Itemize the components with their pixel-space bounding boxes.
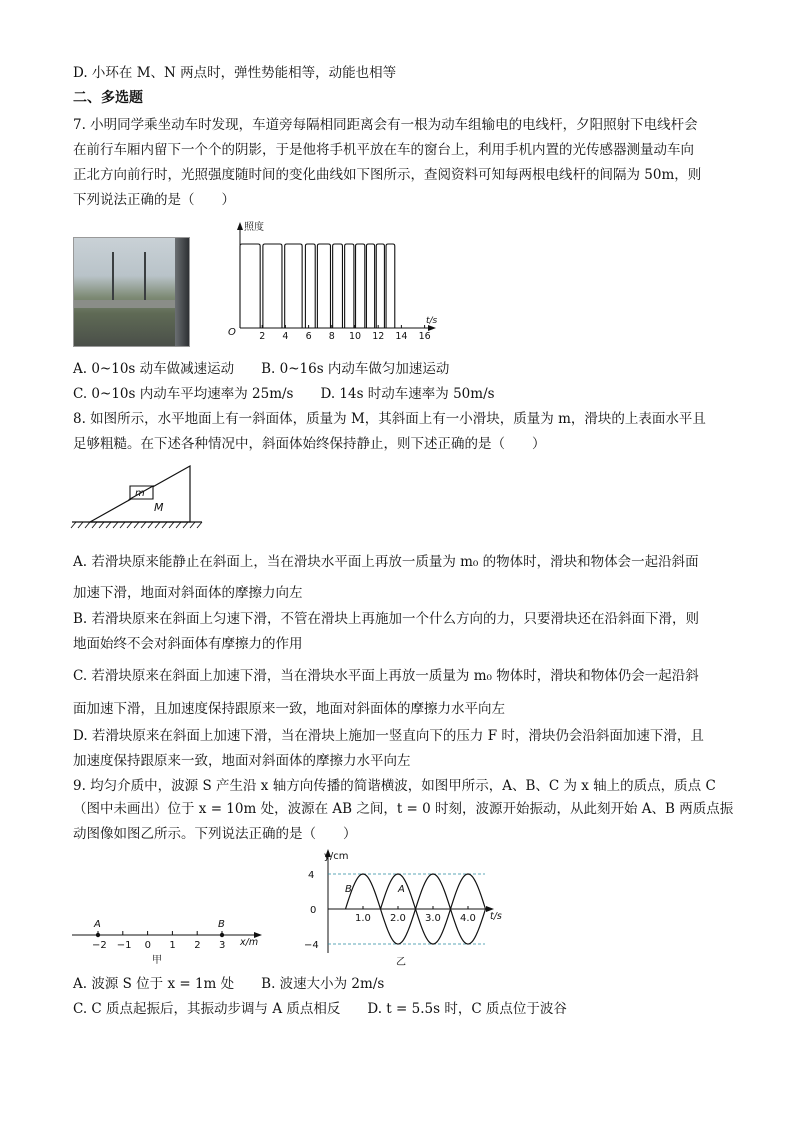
curve-a-label: A xyxy=(398,884,405,895)
x-tick-label: 1 xyxy=(169,940,176,951)
light-pulse xyxy=(376,244,384,328)
ground-hatch-line xyxy=(176,522,181,528)
ground-hatch-line xyxy=(85,522,90,528)
y-axis-label: 照度 xyxy=(244,222,264,233)
vibration-graph xyxy=(300,847,510,972)
x-tick-label: 2.0 xyxy=(390,913,406,924)
ground-hatch-line xyxy=(148,522,153,528)
origin-label: O xyxy=(228,327,236,338)
q9-line: 动图像如图乙所示。下列说法正确的是（ ） xyxy=(73,826,357,842)
q8-option: D. 若滑块原来在斜面上加速下滑，当在滑块上施加一竖直向下的压力 F 时，滑块仍会沿斜面加速下滑，且 xyxy=(73,728,704,744)
q8-option: A. 若滑块原来能静止在斜面上，当在滑块水平面上再放一质量为 m₀ 的物体时，滑块和物体会一起沿斜面 xyxy=(73,554,699,570)
x-tick-label: −2 xyxy=(92,940,107,951)
ground-hatch-line xyxy=(99,522,104,528)
x-tick-label: −1 xyxy=(116,940,132,951)
x-tick-label: 4 xyxy=(282,331,289,342)
x-tick-label: 16 xyxy=(418,331,431,342)
ground-hatch-line xyxy=(78,522,83,528)
light-pulse xyxy=(386,244,395,328)
x-tick-label: 0 xyxy=(144,940,151,951)
ground-hatch-line xyxy=(71,522,76,528)
x-tick-label: 1.0 xyxy=(355,913,371,924)
q8-option-cont: 地面始终不会对斜面体有摩擦力的作用 xyxy=(73,636,303,652)
x-tick-label: 14 xyxy=(395,331,408,342)
light-intensity-chart xyxy=(222,222,452,352)
x-tick-label: 4.0 xyxy=(460,913,476,924)
x-tick-label: 3.0 xyxy=(425,913,441,924)
point-a-label: A xyxy=(94,919,101,930)
light-pulse xyxy=(285,244,302,328)
light-pulse xyxy=(366,244,374,328)
incline-figure xyxy=(72,462,207,532)
q8-option: C. 若滑块原来在斜面上加速下滑，当在滑块水平面上再放一质量为 m₀ 物体时，滑块和物体仍会一起沿斜 xyxy=(73,668,699,684)
light-pulse xyxy=(263,244,282,328)
q7-line: 7. 小明同学乘坐动车时发现，车道旁每隔相同距离会有一根为动车组输电的电线杆，夕阳照射下电线杆会 xyxy=(73,117,698,133)
x-tick-label: 2 xyxy=(194,940,201,951)
q9-line: （图中未画出）位于 x = 10m 处，波源在 AB 之间，t = 0 时刻，波源开始振动，从此刻开始 A、B 两质点振 xyxy=(73,801,734,817)
q8-line: 8. 如图所示，水平地面上有一斜面体，质量为 M，其斜面上有一小滑块，质量为 m，滑块的上表面水平且 xyxy=(73,411,706,427)
position-axis-figure xyxy=(72,915,272,965)
q7-option: A. 0~10s 动车做减速运动 B. 0~16s 内动车做匀加速运动 xyxy=(73,361,450,377)
ground-hatch-line xyxy=(155,522,160,528)
y-axis-arrow xyxy=(237,222,243,230)
q8-option: B. 若滑块原来在斜面上匀速下滑，不管在滑块上再施加一个什么方向的力，只要滑块还在沿斜面下滑，则 xyxy=(73,611,700,627)
ground-hatch-line xyxy=(106,522,111,528)
figure-caption: 乙 xyxy=(396,957,406,968)
ground-hatch-line xyxy=(190,522,195,528)
ground-hatch-line xyxy=(127,522,132,528)
figure-caption: 甲 xyxy=(152,955,162,966)
y-axis-label: y/cm xyxy=(324,851,349,862)
train-window-photo xyxy=(73,237,190,347)
ground-hatch-line xyxy=(113,522,118,528)
ground-hatch-line xyxy=(183,522,188,528)
y-tick-label: −4 xyxy=(304,940,319,951)
incline-label-M: M xyxy=(154,501,164,514)
q7-line: 在前行车厢内留下一个个的阴影，于是他将手机平放在车的窗台上，利用手机内置的光传感器测量动车向 xyxy=(73,142,694,158)
ground-hatch-line xyxy=(169,522,174,528)
q8-line: 足够粗糙。在下述各种情况中，斜面体始终保持静止，则下述正确的是（ ） xyxy=(73,436,546,452)
q6-option-d: D. 小环在 M、N 两点时，弹性势能相等，动能也相等 xyxy=(73,65,397,81)
y-tick-label: 4 xyxy=(308,870,315,881)
block-label-m: m xyxy=(135,488,145,499)
x-tick-label: 6 xyxy=(305,331,312,342)
x-tick-label: 3 xyxy=(219,940,226,951)
t-axis-label: t/s xyxy=(490,911,502,922)
light-pulse xyxy=(317,244,330,328)
point-a-dot xyxy=(96,933,100,937)
x-axis-label: t/s xyxy=(426,316,438,326)
point-b-label: B xyxy=(218,919,225,930)
q9-option: A. 波源 S 位于 x = 1m 处 B. 波速大小为 2m/s xyxy=(73,976,385,992)
x-axis-label: x/m xyxy=(240,937,259,948)
ground-hatch-line xyxy=(134,522,139,528)
q8-option-cont: 加速度保持跟原来一致，地面对斜面体的摩擦力水平向左 xyxy=(73,753,411,769)
light-pulse xyxy=(333,244,343,328)
x-tick-label: 2 xyxy=(259,331,266,342)
section-title: 二、多选题 xyxy=(73,90,143,106)
q7-line: 正北方向前行时，光照强度随时间的变化曲线如下图所示，查阅资料可知每两根电线杆的间隔为 50m，则 xyxy=(73,167,702,183)
curve-b-label: B xyxy=(345,884,352,895)
light-pulse xyxy=(305,244,315,328)
light-pulse xyxy=(240,244,260,328)
ground-hatch-line xyxy=(141,522,146,528)
ground-hatch-line xyxy=(120,522,125,528)
q8-option-cont: 加速下滑，地面对斜面体的摩擦力向左 xyxy=(73,585,303,601)
x-tick-label: 12 xyxy=(372,331,385,342)
ground-hatch-line xyxy=(162,522,167,528)
point-b-dot xyxy=(220,933,224,937)
q9-option: C. C 质点起振后，其振动步调与 A 质点相反 D. t = 5.5s 时，C 质点位于波谷 xyxy=(73,1001,567,1017)
ground-hatch-line xyxy=(197,522,202,528)
light-pulse xyxy=(356,244,365,328)
light-pulse xyxy=(345,244,354,328)
x-tick-label: 8 xyxy=(328,331,335,342)
origin-label: 0 xyxy=(310,905,317,916)
ground-hatch-line xyxy=(92,522,97,528)
q7-line: 下列说法正确的是（ ） xyxy=(73,192,235,208)
x-tick-label: 10 xyxy=(349,331,362,342)
q7-option: C. 0~10s 内动车平均速率为 25m/s D. 14s 时动车速率为 50m/s xyxy=(73,386,495,402)
q9-line: 9. 均匀介质中，波源 S 产生沿 x 轴方向传播的简谐横波，如图甲所示，A、B、C 为 x 轴上的质点，质点 C xyxy=(73,778,716,794)
q8-option-cont: 面加速下滑，且加速度保持跟原来一致，地面对斜面体的摩擦力水平向左 xyxy=(73,701,505,717)
